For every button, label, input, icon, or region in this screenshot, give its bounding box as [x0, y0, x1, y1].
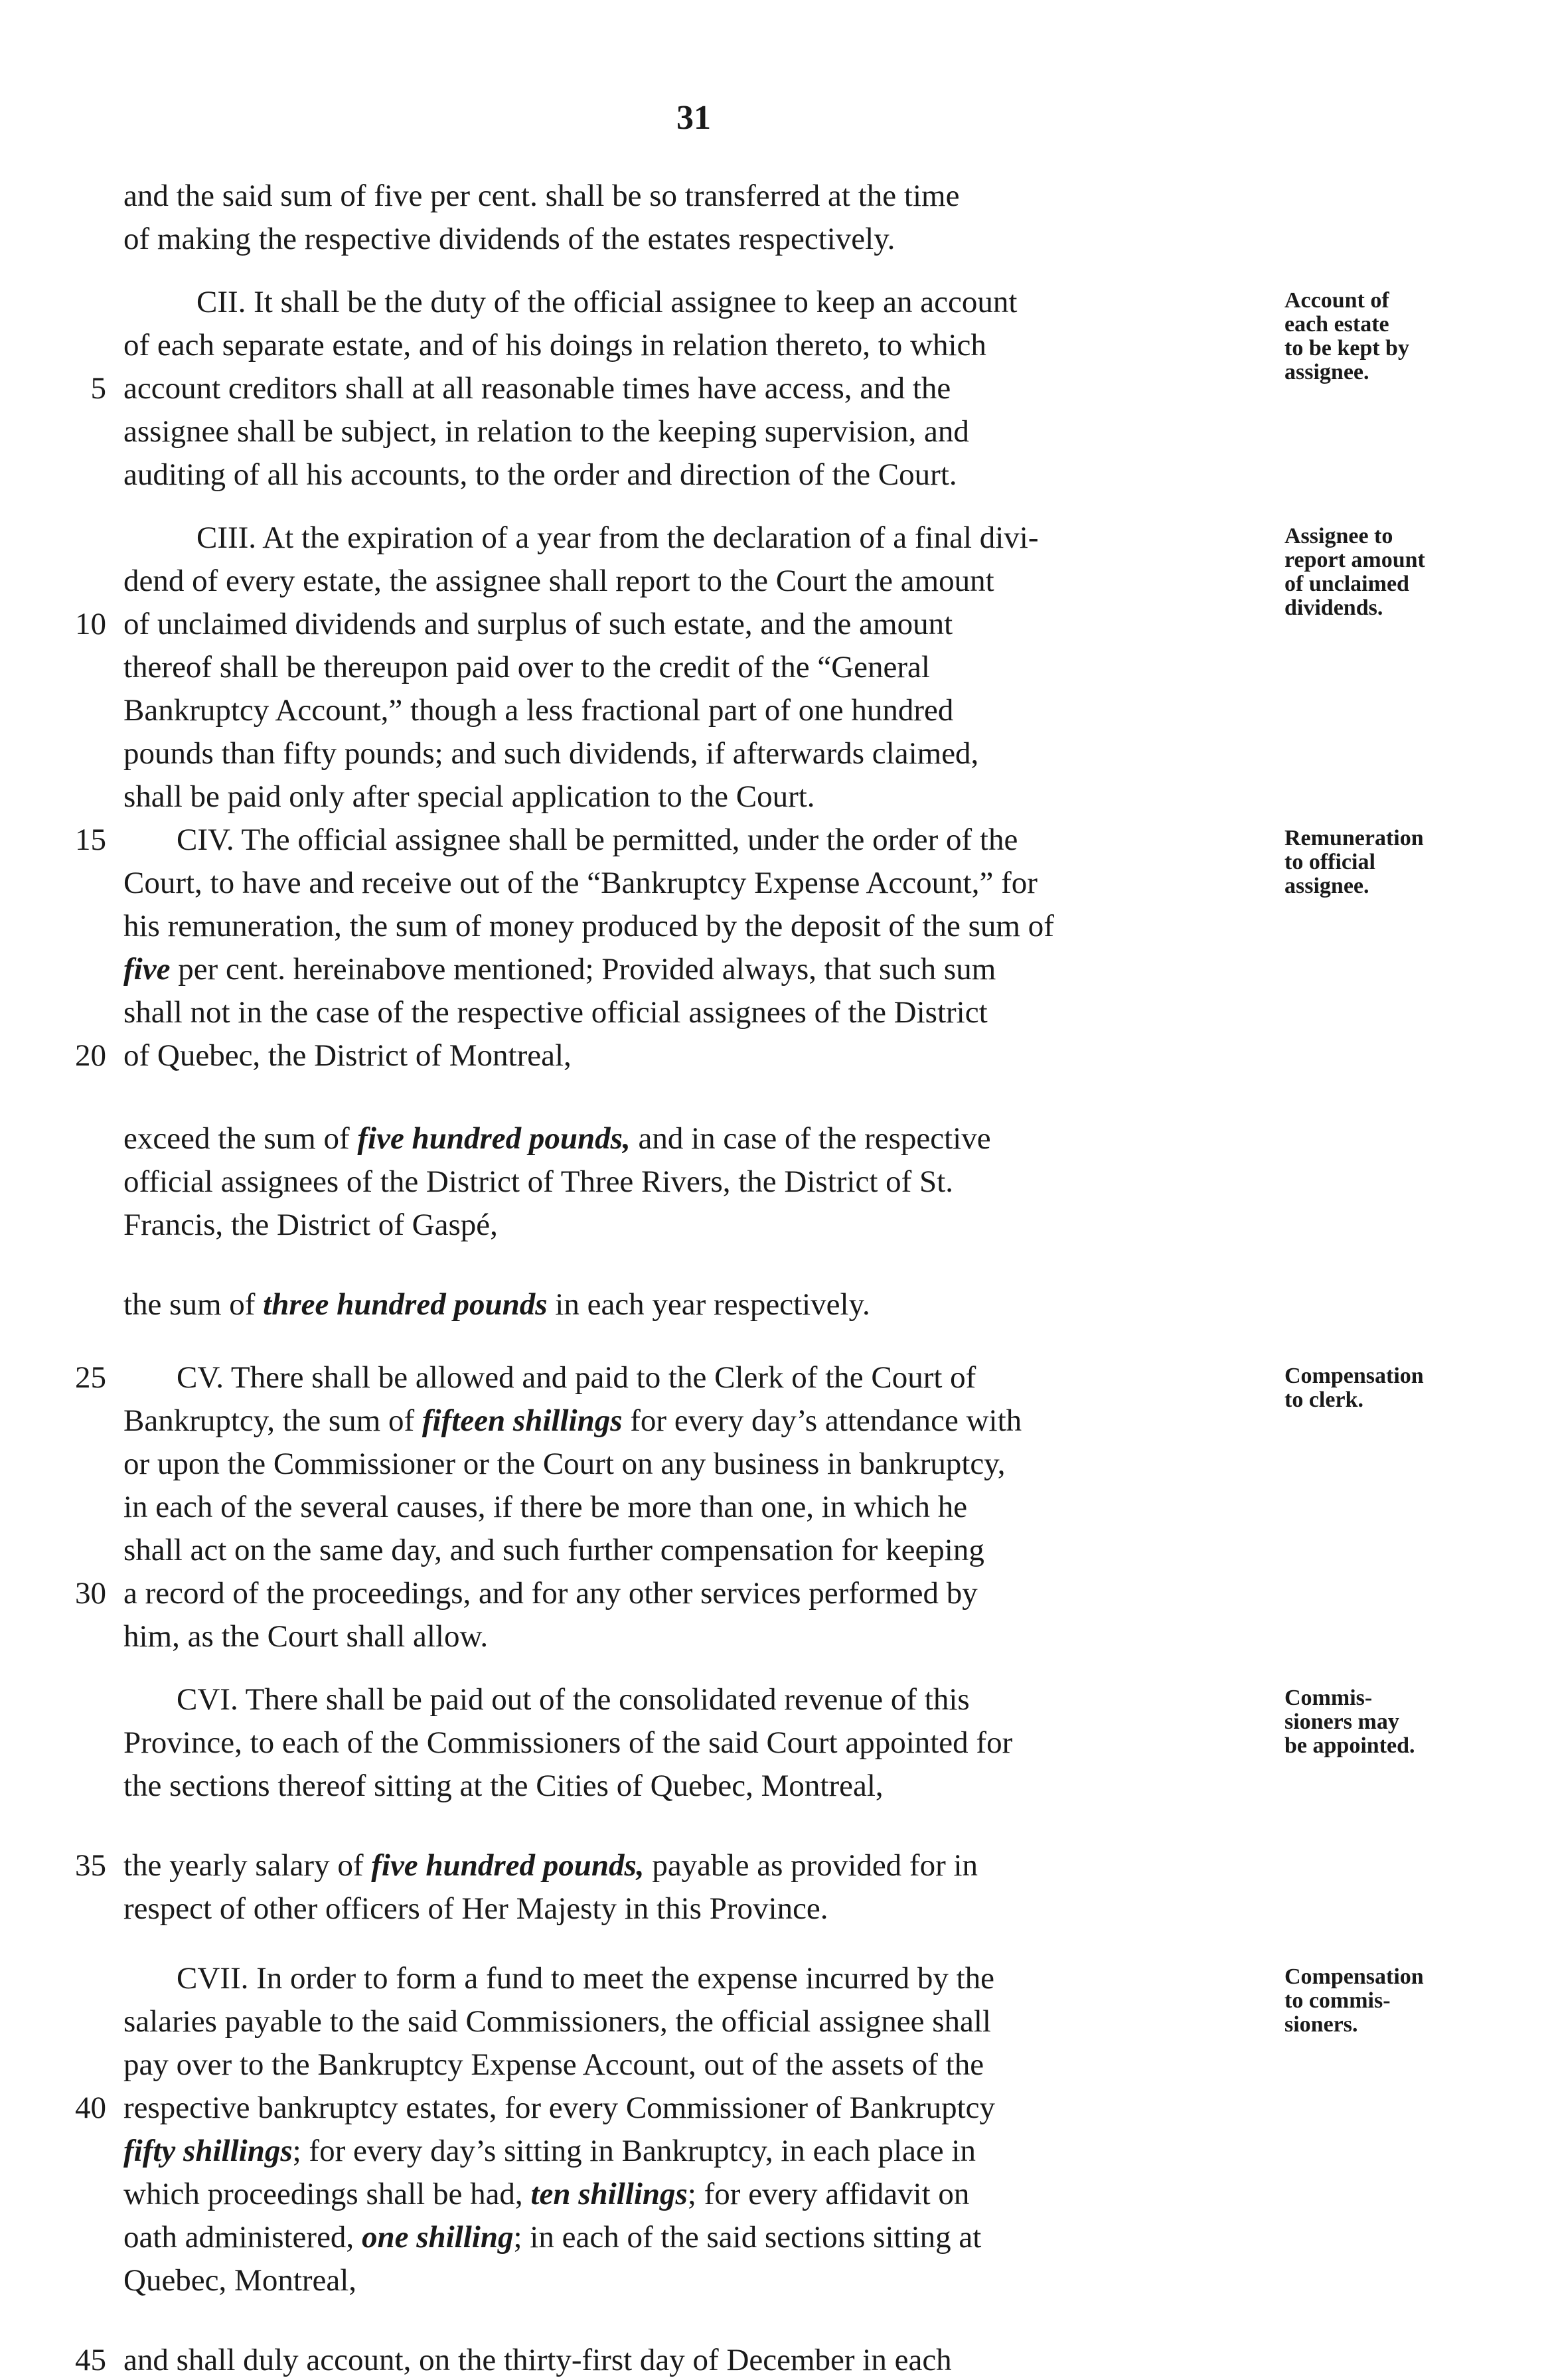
text-line: CVI. There shall be paid out of the consolidated revenue of this: [177, 1682, 970, 1717]
margin-note: [1284, 827, 1424, 898]
text-line: shall act on the same day, and such further compensation for keeping: [123, 1533, 984, 1567]
margin-note-line: to commis-: [1284, 1988, 1391, 2013]
emphasized-text: one shilling: [361, 2220, 514, 2255]
text-line: fifty shillings; for every day’s sitting in Bankruptcy, in each place in: [123, 2134, 976, 2168]
text-line: Bankruptcy Account,” though a less fractional part of one hundred: [123, 693, 954, 728]
text-line: of Quebec, the District of Montreal,: [123, 1038, 572, 1073]
emphasized-text: ten shillings: [530, 2177, 688, 2211]
page-number: 31: [676, 99, 711, 137]
text-line: Quebec, Montreal,: [123, 2263, 357, 2298]
text-line: Bankruptcy, the sum of fifteen shillings for every day’s attendance with: [123, 1403, 1022, 1438]
text-line: exceed the sum of five hundred pounds, and in case of the respective: [123, 1121, 991, 1156]
text-line: CV. There shall be allowed and paid to the Clerk of the Court of: [177, 1360, 976, 1395]
text-line: shall be paid only after special application to the Court.: [123, 779, 815, 814]
line-number: 5: [90, 371, 106, 406]
emphasized-text: fifty shillings: [123, 2134, 293, 2168]
margin-note-line: Compensation: [1284, 1364, 1424, 1388]
text-line: or upon the Commissioner or the Court on any business in bankruptcy,: [123, 1447, 1006, 1481]
text-line: of each separate estate, and of his doings in relation thereto, to which: [123, 328, 986, 362]
text-line: the sections thereof sitting at the Cities of Quebec, Montreal,: [123, 1769, 884, 1803]
text-line: assignee shall be subject, in relation to the keeping supervision, and: [123, 414, 969, 449]
text-line: respect of other officers of Her Majesty in this Province.: [123, 1891, 828, 1926]
line-number: 40: [75, 2091, 106, 2125]
margin-note-line: report amount: [1284, 548, 1425, 572]
margin-note-line: assignee.: [1284, 360, 1369, 384]
text-line: salaries payable to the said Commissioners, the official assignee shall: [123, 2004, 991, 2039]
margin-note-line: to clerk.: [1284, 1388, 1363, 1412]
emphasized-text: three hundred pounds: [263, 1287, 548, 1322]
margin-note-line: Compensation: [1284, 1964, 1424, 1989]
emphasized-text: five: [123, 952, 171, 987]
text-line: pay over to the Bankruptcy Expense Account, out of the assets of the: [123, 2047, 984, 2082]
line-number: 25: [75, 1360, 106, 1395]
emphasized-text: fifteen shillings: [422, 1403, 623, 1438]
text-line: CVII. In order to form a fund to meet the expense incurred by the: [177, 1961, 995, 1996]
margin-note-line: Account of: [1284, 288, 1389, 313]
margin-note: [1284, 289, 1409, 384]
text-line: dend of every estate, the assignee shall report to the Court the amount: [123, 564, 994, 598]
margin-note-line: sioners may: [1284, 1709, 1399, 1734]
text-line: and the said sum of five per cent. shall be so transferred at the time: [123, 179, 960, 213]
margin-note-line: Commis-: [1284, 1686, 1373, 1710]
emphasized-text: five hundred pounds,: [357, 1121, 631, 1156]
line-number: 45: [75, 2343, 106, 2377]
text-line: Francis, the District of Gaspé,: [123, 1208, 498, 1242]
margin-note-line: each estate: [1284, 312, 1389, 337]
text-line: CII. It shall be the duty of the official assignee to keep an account: [196, 285, 1018, 319]
emphasized-text: five hundred pounds,: [371, 1848, 645, 1883]
text-line: him, as the Court shall allow.: [123, 1619, 489, 1654]
text-line: the sum of three hundred pounds in each year respectively.: [123, 1287, 870, 1322]
text-line: CIII. At the expiration of a year from the declaration of a final divi-: [196, 520, 1039, 555]
text-line: account creditors shall at all reasonable times have access, and the: [123, 371, 951, 406]
margin-note: [1284, 1686, 1415, 1758]
text-line: official assignees of the District of Three Rivers, the District of St.: [123, 1164, 953, 1199]
margin-note-line: to be kept by: [1284, 336, 1409, 360]
margin-note-line: of unclaimed: [1284, 572, 1409, 596]
margin-note-line: Remuneration: [1284, 826, 1424, 850]
text-line: and shall duly account, on the thirty-first day of December in each: [123, 2343, 952, 2377]
margin-note-line: be appointed.: [1284, 1733, 1415, 1758]
text-line: of unclaimed dividends and surplus of such estate, and the amount: [123, 607, 953, 641]
text-line: five per cent. hereinabove mentioned; Provided always, that such sum: [123, 952, 996, 987]
margin-note: [1284, 524, 1425, 620]
text-line: of making the respective dividends of the estates respectively.: [123, 222, 895, 256]
text-line: auditing of all his accounts, to the order and direction of the Court.: [123, 457, 957, 492]
line-number: 15: [75, 823, 106, 857]
margin-note-line: to official: [1284, 850, 1375, 874]
line-number: 20: [75, 1038, 106, 1073]
text-line: respective bankruptcy estates, for every Commissioner of Bankruptcy: [123, 2091, 995, 2125]
text-line: pounds than fifty pounds; and such dividends, if afterwards claimed,: [123, 736, 979, 771]
text-line: his remuneration, the sum of money produced by the deposit of the sum of: [123, 909, 1054, 943]
text-line: shall not in the case of the respective official assignees of the District: [123, 995, 988, 1030]
text-line: the yearly salary of five hundred pounds, payable as provided for in: [123, 1848, 978, 1883]
line-number: 10: [75, 607, 106, 641]
margin-note-line: dividends.: [1284, 595, 1383, 620]
margin-note-line: assignee.: [1284, 874, 1369, 898]
text-line: a record of the proceedings, and for any other services performed by: [123, 1576, 978, 1611]
text-line: in each of the several causes, if there be more than one, in which he: [123, 1490, 968, 1524]
margin-note: [1284, 1965, 1424, 2037]
margin-note-line: sioners.: [1284, 2012, 1358, 2037]
text-line: thereof shall be thereupon paid over to the credit of the “General: [123, 650, 930, 684]
line-number: 30: [75, 1576, 106, 1611]
text-line: oath administered, one shilling; in each of the said sections sitting at: [123, 2220, 982, 2255]
margin-note-line: Assignee to: [1284, 524, 1393, 548]
margin-note: [1284, 1364, 1424, 1412]
line-number: 35: [75, 1848, 106, 1883]
text-line: Province, to each of the Commissioners of the said Court appointed for: [123, 1725, 1013, 1760]
text-line: Court, to have and receive out of the “Bankruptcy Expense Account,” for: [123, 866, 1038, 900]
text-line: CIV. The official assignee shall be permitted, under the order of the: [177, 823, 1018, 857]
text-line: which proceedings shall be had, ten shillings; for every affidavit on: [123, 2177, 970, 2211]
